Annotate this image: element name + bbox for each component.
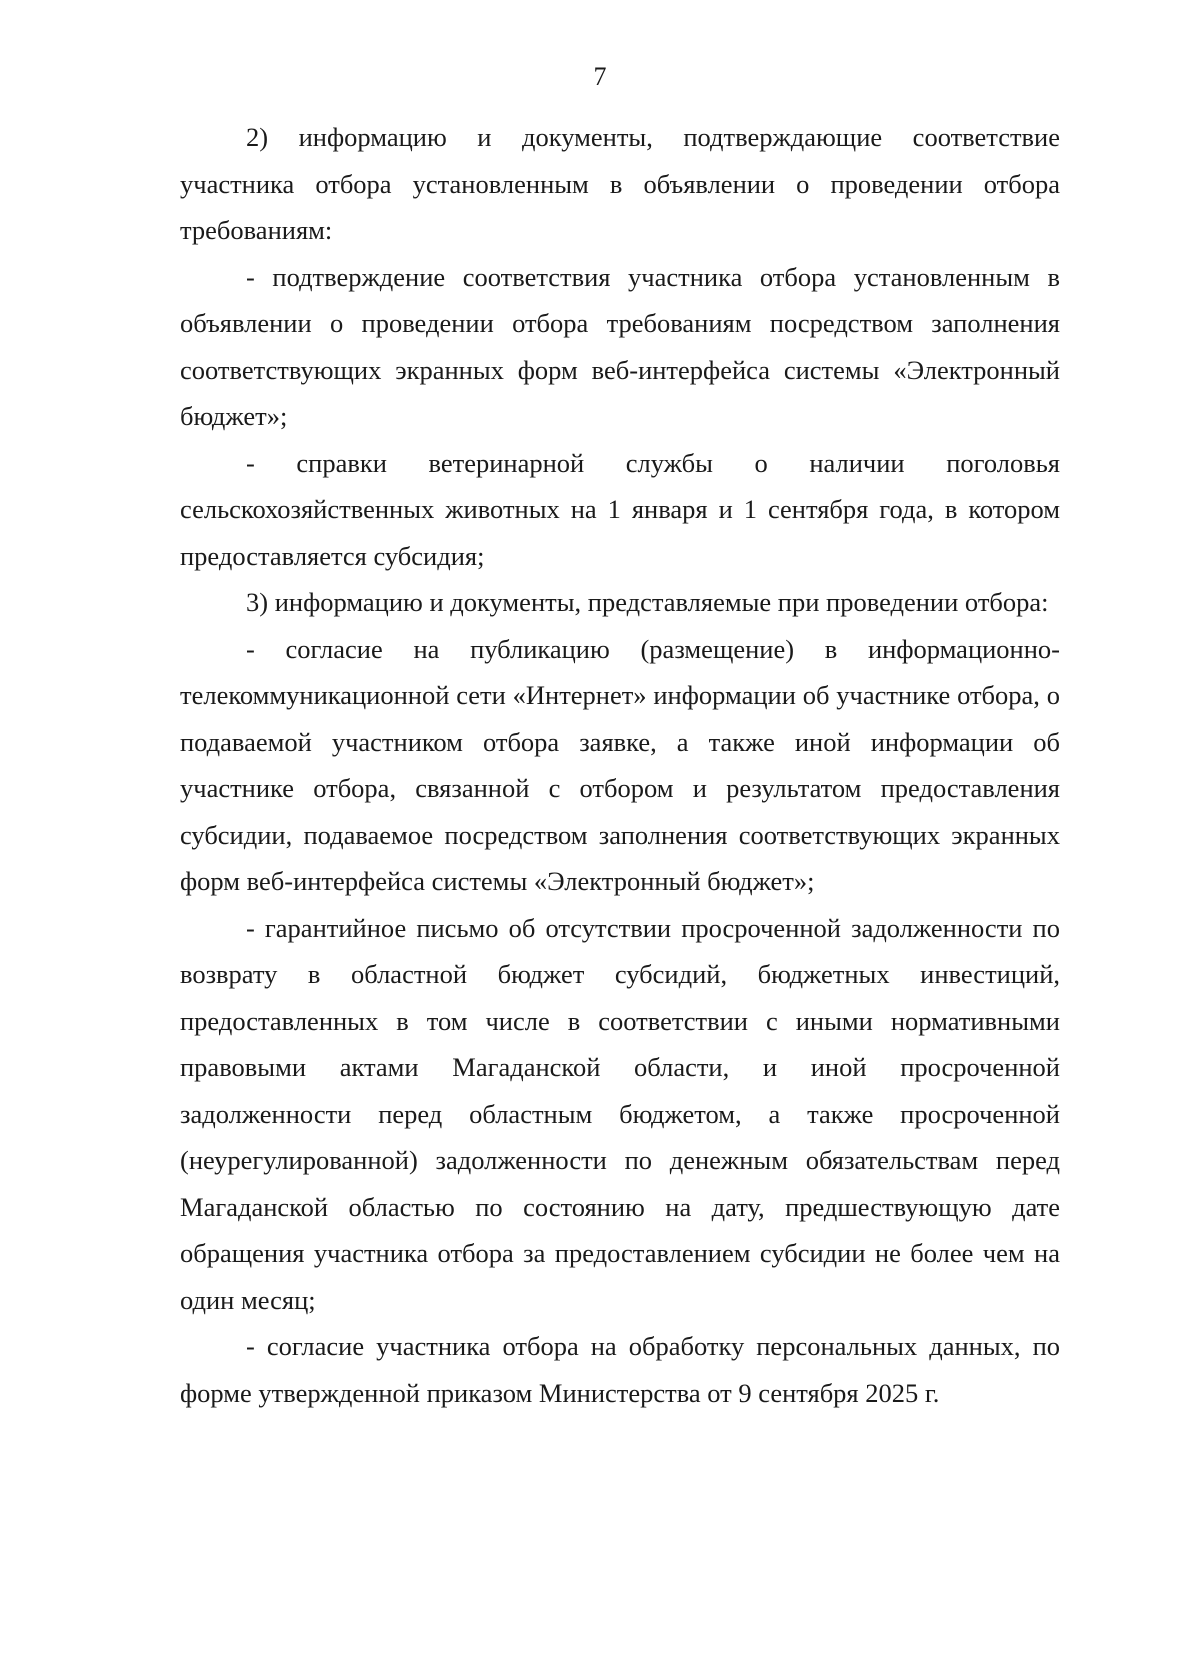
paragraph-publication-consent: - согласие на публикацию (размещение) в информационно-телекоммуникационной сети «Интернет» информации об участнике отбора, о подаваемой участником отбора заявке, а также иной информации об участнике отбора, связанной с отбором и результатом предоставления субсидии, подаваемое посредством заполнения соответствующих экранных форм веб-интерфейса системы «Электронный бюджет»; [180,633,1060,896]
page-number: 7 [593,62,607,91]
paragraph-guarantee-letter: - гарантийное письмо об отсутствии просроченной задолженности по возврату в областной бюджет субсидий, бюджетных инвестиций, предоставленных в том числе в соответствии с иными нормативными правовыми актами Магаданской области, и иной просроченной задолженности перед областным бюджетом, а также просроченной (неурегулированной) задолженности по денежным обязательствам перед Магаданской областью по состоянию на дату, предшествующую дате обращения участника отбора за предоставлением субсидии не более чем на один месяц; [180,912,1060,1315]
paragraph-item-2-info: 2) информацию и документы, подтверждающие соответствие участника отбора установленным в объявлении о проведении отбора требованиям: [180,122,1060,245]
paragraph-compliance-confirmation: - подтверждение соответствия участника отбора установленным в объявлении о проведении отбора требованиям посредством заполнения соответствующих экранных форм веб-интерфейса системы «Электронный бюджет»; [180,261,1060,431]
paragraph-item-3-info: 3) информацию и документы, представляемые при проведении отбора: [246,587,1049,617]
paragraph-veterinary-certificates: - справки ветеринарной службы о наличии поголовья сельскохозяйственных животных на 1 января и 1 сентября года, в котором предоставляется субсидия; [180,447,1060,571]
paragraph-personal-data-consent: - согласие участника отбора на обработку персональных данных, по форме утвержденной приказом Министерства от 9 сентября 2025 г. [180,1331,1060,1408]
document-body [180,114,1060,1416]
